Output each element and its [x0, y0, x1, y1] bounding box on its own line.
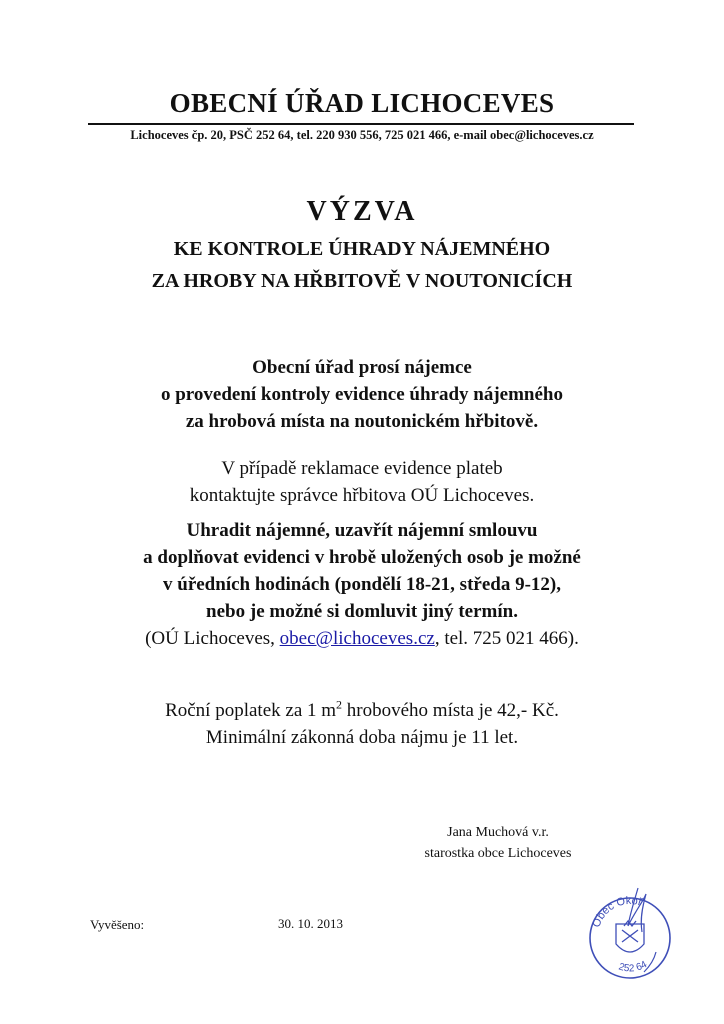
paragraph-line: Obecní úřad prosí nájemce: [252, 357, 472, 378]
paragraph-line: kontaktujte správce hřbitova OÚ Lichoceves.: [189, 485, 535, 506]
document-subtitle-line-1: KE KONTROLE ÚHRADY NÁJEMNÉHO: [173, 238, 551, 260]
posted-date: 30. 10. 2013: [278, 916, 343, 931]
fee-paragraph: [0, 697, 724, 751]
fee-prefix: Roční poplatek za 1 m: [165, 700, 337, 721]
request-paragraph: [0, 354, 724, 435]
stamp-text-top: Obec Okoř: [590, 894, 644, 930]
header-divider: [88, 123, 634, 125]
contact-line: [0, 625, 724, 652]
paragraph-line: a doplňovat evidenci v hrobě uložených osob je možné: [143, 547, 581, 568]
signature-block: [408, 822, 588, 864]
min-lease-line: Minimální zákonná doba nájmu je 11 let.: [205, 727, 519, 748]
paragraph-line: o provedení kontroly evidence úhrady nájemného: [160, 384, 563, 405]
paragraph-line: nebo je možné si domluvit jiný termín.: [206, 601, 518, 622]
office-contact: Lichoceves čp. 20, PSČ 252 64, tel. 220 930 556, 725 021 466, e-mail obec@lichoceves.cz: [130, 128, 594, 142]
contact-prefix: (OÚ Lichoceves,: [145, 628, 280, 649]
document-title: VÝZVA: [306, 196, 418, 227]
contact-suffix: , tel. 725 021 466).: [434, 628, 579, 649]
paragraph-line: za hrobová místa na noutonickém hřbitově.: [185, 411, 539, 432]
office-hours-paragraph: [0, 517, 724, 652]
stamp-text-bottom: 252 64: [617, 959, 649, 975]
document-subtitle-line-2: ZA HROBY NA HŘBITOVĚ V NOUTONICÍCH: [151, 270, 573, 292]
signatory-name: Jana Muchová v.r.: [447, 825, 549, 840]
complaint-paragraph: [0, 455, 724, 509]
email-link[interactable]: obec@lichoceves.cz: [279, 628, 435, 649]
fee-suffix: hrobového místa je 42,- Kč.: [342, 700, 559, 721]
paragraph-line: Uhradit nájemné, uzavřít nájemní smlouvu: [186, 520, 538, 541]
fee-superscript: 2: [336, 697, 343, 712]
official-stamp: [584, 880, 676, 984]
signatory-role: starostka obce Lichoceves: [424, 846, 572, 861]
fee-line: [0, 697, 724, 724]
paragraph-line: V případě reklamace evidence plateb: [221, 458, 503, 479]
paragraph-line: v úředních hodinách (pondělí 18-21, středa 9-12),: [163, 574, 561, 595]
posted-label: Vyvěšeno:: [90, 917, 145, 932]
office-name: OBECNÍ ÚŘAD LICHOCEVES: [169, 88, 555, 118]
coat-of-arms-icon: [616, 921, 644, 952]
